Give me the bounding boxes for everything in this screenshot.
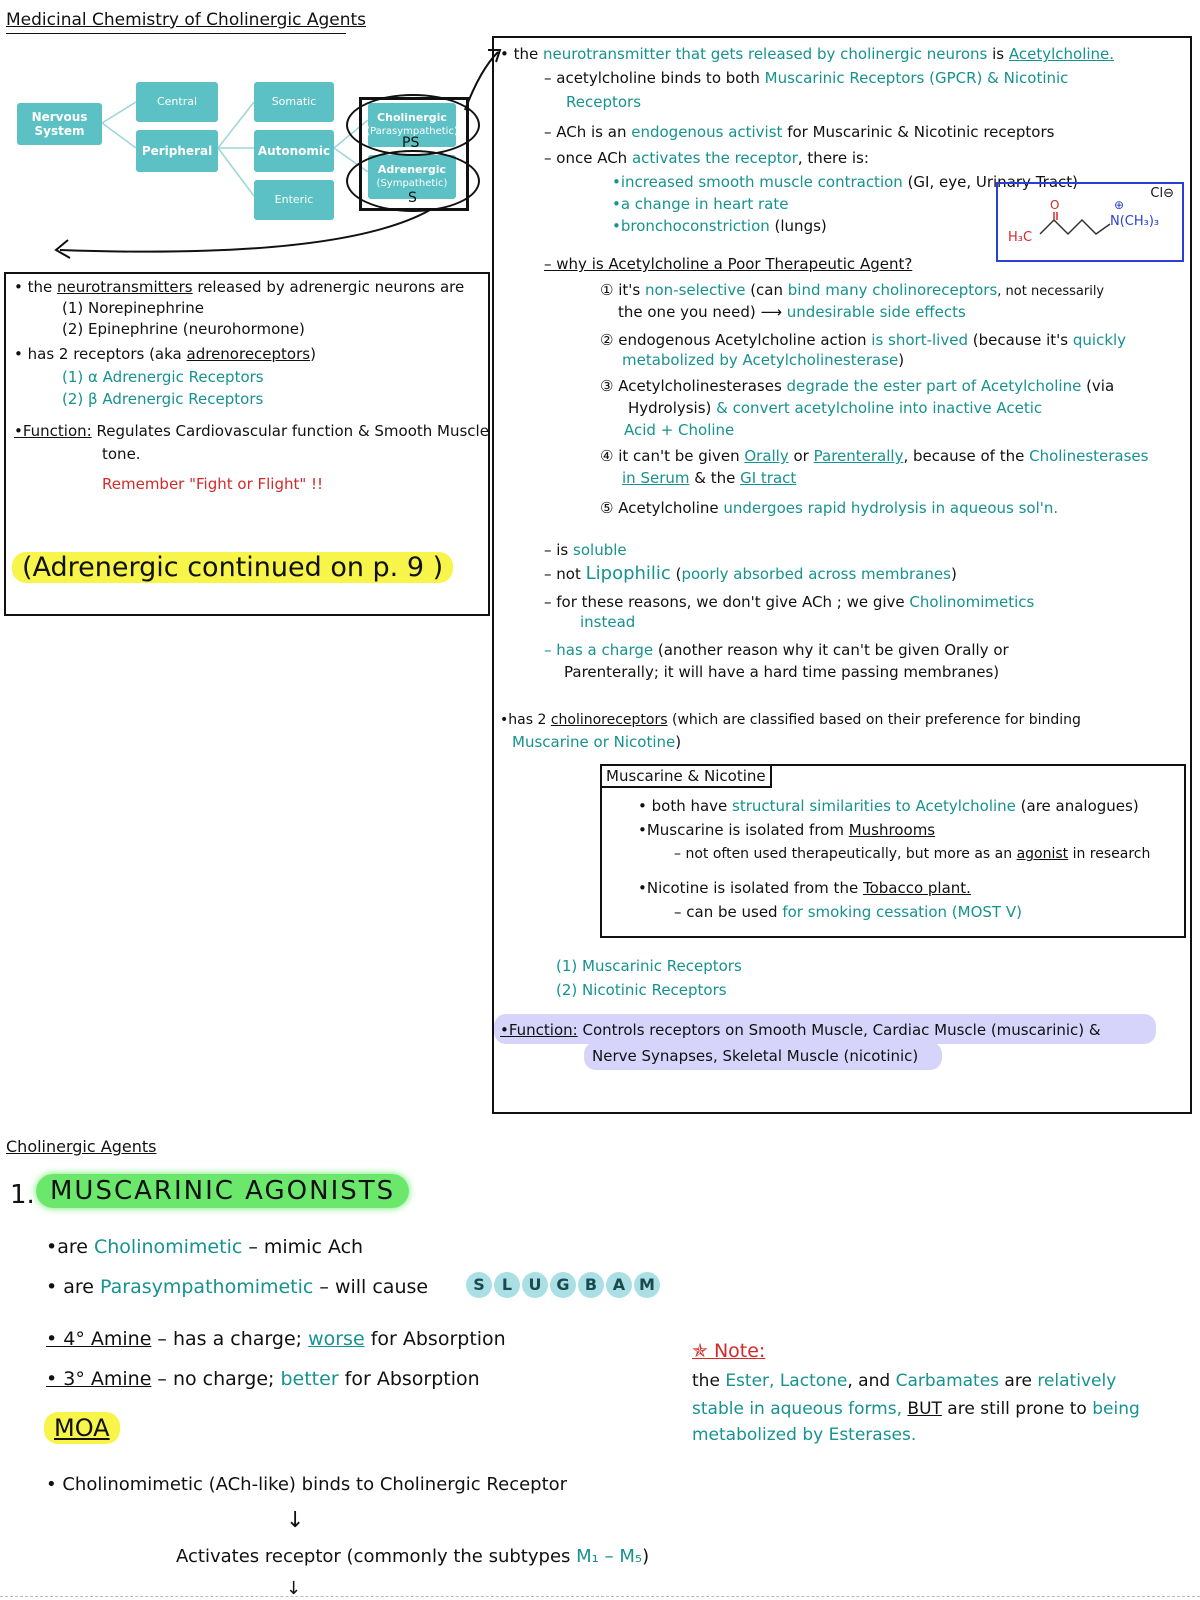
agents-title: MUSCARINIC AGONISTS (36, 1176, 409, 1206)
adrenergic-sub: (Sympathetic) (376, 178, 448, 189)
cho-r4-cont: Parenterally; it will have a hard time passing membranes) (564, 663, 1000, 681)
node-nervous-system: Nervous System (17, 103, 102, 145)
cho-s1-cont: Muscarine or Nicotine) (512, 733, 682, 751)
chem-carbonyl-o: O (1050, 198, 1060, 212)
title-underline (6, 33, 346, 34)
slugbam-letter: L (494, 1272, 520, 1298)
node-somatic: Somatic (254, 82, 334, 122)
s-mark: S (408, 190, 417, 206)
mn-title: Muscarine & Nicotine (602, 766, 772, 788)
adr-epinephrine: (2) Epinephrine (neurohormone) (62, 320, 305, 338)
cho-q1-cont: the one you need) ⟶ undesirable side effects (618, 303, 966, 321)
adr-beta: (2) β Adrenergic Receptors (62, 390, 264, 408)
slugbam-letter: G (550, 1272, 576, 1298)
slugbam-letter: U (522, 1272, 548, 1298)
cho-q5: ⑤ Acetylcholine undergoes rapid hydrolysis in aqueous sol'n. (600, 499, 1059, 517)
adr-continued: (Adrenergic continued on p. 9 ) (12, 552, 453, 583)
slugbam-letter: B (578, 1272, 604, 1298)
cho-q1: ① it's non-selective (can bind many cholinoreceptors, not necessarily (600, 281, 1105, 299)
cho-r3: – for these reasons, we don't give ACh ; we give Cholinomimetics (544, 593, 1035, 611)
cho-rec-2: (2) Nicotinic Receptors (556, 981, 727, 999)
acetylcholine-structure (996, 182, 1184, 262)
node-central: Central (136, 82, 218, 122)
cho-q4-cont: in Serum & the GI tract (622, 469, 797, 487)
node-enteric: Enteric (254, 180, 334, 220)
cho-q4: ④ it can't be given Orally or Parenterally, because of the Cholinesterases (600, 447, 1149, 465)
adr-alpha: (1) α Adrenergic Receptors (62, 368, 264, 386)
adr-remember: Remember "Fight or Flight" !! (102, 475, 324, 493)
page-break (0, 1596, 1200, 1597)
adrenergic-label: Adrenergic (377, 163, 447, 176)
cho-p6: •a change in heart rate (612, 195, 789, 213)
cho-question-title: – why is Acetylcholine a Poor Therapeutic Agent? (544, 255, 913, 273)
node-peripheral: Peripheral (136, 130, 218, 172)
adr-norepinephrine: (1) Norepinephrine (62, 299, 205, 317)
cho-p2: – acetylcholine binds to both Muscarinic Receptors (GPCR) & Nicotinic (544, 69, 1069, 87)
cho-rec-1: (1) Muscarinic Receptors (556, 957, 742, 975)
page-title: Medicinal Chemistry of Cholinergic Agents (6, 10, 367, 30)
cho-p3: – ACh is an endogenous activist for Muscarinic & Nicotinic receptors (544, 123, 1055, 141)
slugbam (466, 1272, 662, 1298)
cho-p4: – once ACh activates the receptor, there is: (544, 149, 869, 167)
cho-s1: •has 2 cholinoreceptors (which are classified based on their preference for binding (500, 712, 1081, 728)
cho-function: •Function: Controls receptors on Smooth Muscle, Cardiac Muscle (muscarinic) & (500, 1021, 1101, 1039)
moa-arrow-2: ↓ (286, 1578, 302, 1599)
mn-line-1: • both have structural similarities to Acetylcholine (are analogues) (638, 797, 1139, 815)
agents-bullet-1: •are Cholinomimetic – mimic Ach (46, 1236, 364, 1258)
cho-p2-cont: Receptors (566, 93, 642, 111)
adr-tone: tone. (102, 445, 141, 463)
adr-line-1: • the neurotransmitters released by adrenergic neurons are (14, 278, 465, 296)
cho-q3-cont: Hydrolysis) & convert acetylcholine into inactive Acetic (628, 399, 1043, 417)
mn-line-2: •Muscarine is isolated from Mushrooms (638, 821, 936, 839)
cholinergic-box (492, 36, 1192, 1114)
cho-q3: ③ Acetylcholinesterases degrade the ester part of Acetylcholine (via (600, 377, 1115, 395)
mn-line-4: •Nicotine is isolated from the Tobacco plant. (638, 879, 971, 897)
ps-mark: PS (402, 135, 420, 151)
adrenergic-box (4, 272, 490, 616)
chem-amine: N(CH₃)₃ (1110, 214, 1160, 229)
note-line-2: stable in aqueous forms, BUT are still prone to being (692, 1399, 1140, 1419)
mn-line-5: – can be used for smoking cessation (MOST V) (674, 903, 1022, 921)
cho-function-cont: Nerve Synapses, Skeletal Muscle (nicotinic) (592, 1047, 919, 1065)
agents-bullet-3: • 4° Amine – has a charge; worse for Absorption (46, 1328, 506, 1350)
note-line-1: the Ester, Lactone, and Carbamates are relatively (692, 1371, 1117, 1391)
moa-arrow-1: ↓ (286, 1508, 305, 1533)
cho-p7: •bronchoconstriction (lungs) (612, 217, 827, 235)
moa-step-2: Activates receptor (commonly the subtypes M₁ – M₅) (176, 1546, 650, 1567)
cho-r2: – not Lipophilic (poorly absorbed across membranes) (544, 563, 957, 584)
cholinergic-sub: (Parasympathetic) (366, 126, 458, 137)
moa-label: MOA (44, 1414, 120, 1442)
chem-plus: ⊕ (1114, 198, 1125, 212)
adr-receptors: • has 2 receptors (aka adrenoreceptors) (14, 345, 316, 363)
node-autonomic: Autonomic (254, 130, 334, 172)
cho-q2-cont: metabolized by Acetylcholinesterase) (622, 351, 905, 369)
cho-p5: •increased smooth muscle contraction (GI, eye, Urinary Tract) (612, 173, 1078, 191)
cho-r1: – is soluble (544, 541, 627, 559)
cho-q2: ② endogenous Acetylcholine action is short-lived (because it's quickly (600, 331, 1127, 349)
slugbam-letter: S (466, 1272, 492, 1298)
slugbam-letter: A (606, 1272, 632, 1298)
mn-line-3: – not often used therapeutically, but more as an agonist in research (674, 846, 1151, 862)
adr-function: •Function: Regulates Cardiovascular function & Smooth Muscle (14, 422, 489, 440)
cho-p1: • the neurotransmitter that gets released by cholinergic neurons is Acetylcholine. (500, 45, 1115, 63)
slugbam-letter: M (634, 1272, 660, 1298)
cho-q3-cont2: Acid + Choline (624, 421, 735, 439)
chem-methyl: H₃C (1008, 230, 1033, 245)
note-line-3: metabolized by Esterases. (692, 1425, 917, 1445)
agents-bullet-2: • are Parasympathomimetic – will cause (46, 1276, 429, 1298)
muscarine-nicotine-box (600, 764, 1186, 938)
agents-bullet-4: • 3° Amine – no charge; better for Absorption (46, 1368, 480, 1390)
cholinergic-label: Cholinergic (377, 111, 447, 124)
chem-chloride: Cl⊖ (1150, 186, 1174, 201)
chem-bonds (998, 184, 1182, 260)
cho-r3-cont: instead (580, 613, 636, 631)
diagram-arrows (40, 40, 510, 270)
moa-step-1: • Cholinomimetic (ACh-like) binds to Cholinergic Receptor (46, 1474, 568, 1495)
agents-header: Cholinergic Agents (6, 1137, 157, 1156)
note-title: ✯ Note: (692, 1340, 766, 1362)
agents-number: 1. (10, 1180, 35, 1210)
cho-r4: – has a charge (another reason why it can't be given Orally or (544, 641, 1009, 659)
